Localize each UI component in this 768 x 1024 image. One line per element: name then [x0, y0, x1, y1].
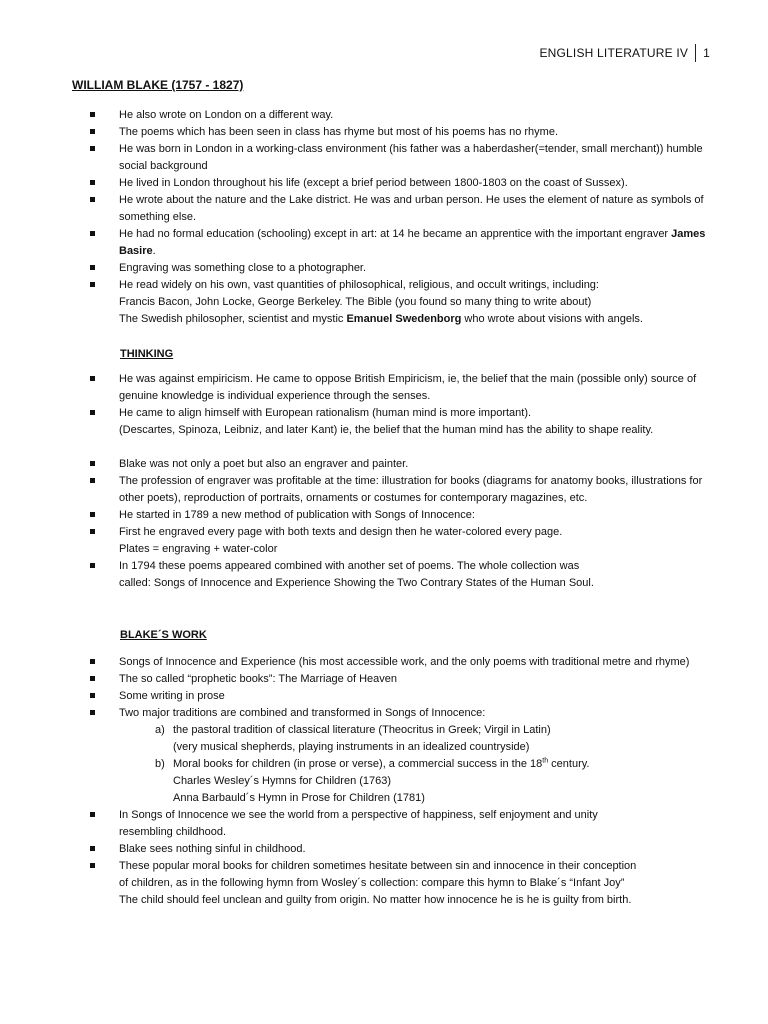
list-item: The poems which has been seen in class has rhyme but most of his poems has no rhyme.	[0, 124, 768, 141]
page-header	[539, 44, 710, 62]
list-item: In 1794 these poems appeared combined with another set of poems. The whole collection was called: Songs of Innocence and Experience Showing the Two Contrary States of the Human Soul.	[0, 558, 768, 592]
bullet-icon	[90, 231, 95, 236]
bullet-icon	[90, 197, 95, 202]
list-item: He came to align himself with European rationalism (human mind is more important). (Descartes, Spinoza, Leibniz, and later Kant) ie, the belief that the human mind has the ability to shape reality.	[0, 405, 768, 439]
bullet-icon	[90, 180, 95, 185]
bullet-icon	[90, 129, 95, 134]
bullet-icon	[90, 710, 95, 715]
bullet-icon	[90, 112, 95, 117]
bullet-icon	[90, 410, 95, 415]
bullet-icon	[90, 659, 95, 664]
list-item: In Songs of Innocence we see the world from a perspective of happiness, self enjoyment and unity resembling childhood.	[0, 807, 768, 841]
bullet-icon	[90, 529, 95, 534]
list-item: He read widely on his own, vast quantities of philosophical, religious, and occult writings, including: Francis Bacon, John Locke, George Berkeley. The Bible (you found so many thing to write about) The Swedish philosopher, scientist and mystic Emanuel Swedenborg who wrote about visions with angels.	[0, 277, 768, 328]
bullet-icon	[90, 146, 95, 151]
list-item: He lived in London throughout his life (except a brief period between 1800-1803 on the coast of Sussex).	[0, 175, 768, 192]
list-item: He was born in London in a working-class environment (his father was a haberdasher(=tender, small merchant)) humble social background	[0, 141, 768, 175]
section-heading-work: BLAKE´S WORK	[120, 629, 207, 641]
section-heading-thinking: THINKING	[120, 348, 174, 360]
bullet-icon	[90, 563, 95, 568]
list-item: Some writing in prose	[0, 688, 768, 705]
list-item: He was against empiricism. He came to oppose British Empiricism, ie, the belief that the main (possible only) source of genuine knowledge is individual experience through the senses.	[0, 371, 768, 405]
bullet-icon	[90, 282, 95, 287]
intro-list	[0, 107, 768, 328]
list-item: He had no formal education (schooling) except in art: at 14 he became an apprentice with the important engraver James Basire.	[0, 226, 768, 260]
bullet-icon	[90, 512, 95, 517]
header-divider	[695, 44, 696, 62]
list-item: The so called “prophetic books”: The Marriage of Heaven	[0, 671, 768, 688]
sub-item-a: a) the pastoral tradition of classical literature (Theocritus in Greek; Virgil in Latin) (very musical shepherds, playing instruments in an idealized countryside)	[155, 724, 551, 753]
engraver-list	[0, 456, 768, 592]
list-item: He also wrote on London on a different way.	[0, 107, 768, 124]
thinking-list	[0, 371, 768, 439]
sub-item-b: b) Moral books for children (in prose or verse), a commercial success in the 18th century. Charles Wesley´s Hymns for Children (1763) Anna Barbauld´s Hymn in Prose for Children (1781)	[155, 757, 590, 804]
list-item: These popular moral books for children sometimes hesitate between sin and innocence in their conception of children, as in the following hymn from Wosley´s collection: compare this hymn to Blake´s “Infant Joy” The child should feel unclean and guilty from origin. No matter how innocence he is he is guilty from birth.	[0, 858, 768, 909]
list-item: First he engraved every page with both texts and design then he water-colored every page. Plates = engraving + water-color	[0, 524, 768, 558]
list-item: Blake sees nothing sinful in childhood.	[0, 841, 768, 858]
list-item: Engraving was something close to a photographer.	[0, 260, 768, 277]
course-title: ENGLISH LITERATURE IV	[539, 45, 689, 60]
page-number: 1	[703, 45, 710, 60]
bullet-icon	[90, 846, 95, 851]
list-item: Blake was not only a poet but also an engraver and painter.	[0, 456, 768, 473]
list-item: Songs of Innocence and Experience (his most accessible work, and the only poems with traditional metre and rhyme)	[0, 654, 768, 671]
bullet-icon	[90, 812, 95, 817]
list-item: Two major traditions are combined and transformed in Songs of Innocence: a) the pastoral tradition of classical literature (Theocritus in Greek; Virgil in Latin) (very musical shepherds, playing instruments in an idealized countryside) b) Moral books for children (in prose or verse), a commercial success in the 18th century. Charles Wesley´s Hymns for Children (1763) Anna Barbauld´s Hymn in Prose for Children (1781)	[0, 705, 768, 807]
bullet-icon	[90, 376, 95, 381]
work-list	[0, 654, 768, 909]
bullet-icon	[90, 478, 95, 483]
bullet-icon	[90, 863, 95, 868]
bullet-icon	[90, 265, 95, 270]
bullet-icon	[90, 461, 95, 466]
bullet-icon	[90, 676, 95, 681]
list-item: He started in 1789 a new method of publication with Songs of Innocence:	[0, 507, 768, 524]
document-title: WILLIAM BLAKE (1757 - 1827)	[72, 78, 244, 92]
list-item: He wrote about the nature and the Lake district. He was and urban person. He uses the element of nature as symbols of something else.	[0, 192, 768, 226]
bullet-icon	[90, 693, 95, 698]
list-item: The profession of engraver was profitable at the time: illustration for books (diagrams for anatomy books, illustrations for other poets), reproduction of portraits, ornaments or costumes for contemporary magazines, etc.	[0, 473, 768, 507]
